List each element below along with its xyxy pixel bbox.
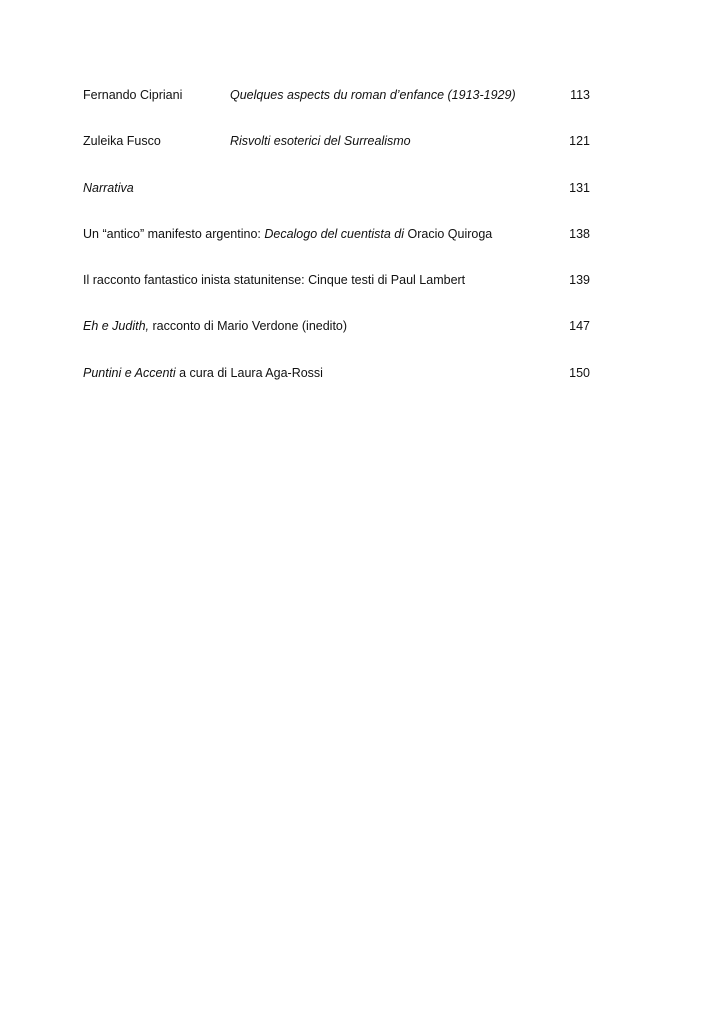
toc-entry-cipriani [83,87,590,133]
toc-entry-verdone [83,318,590,364]
toc-entry-text: Il racconto fantastico inista statunitense: Cinque testi di Paul Lambert [83,273,466,288]
toc-entry-title: Risvolti esoterici del Surrealismo [230,134,411,149]
toc-entry-page-number: 121 [569,134,590,149]
toc-entry-page-number: 150 [569,365,590,380]
toc-entry-text-italic: Eh e Judith, [83,319,150,334]
toc-section-heading: Narrativa [83,180,134,195]
toc-entry-lambert [83,272,590,318]
toc-entry-text-before: Un “antico” manifesto argentino: [83,226,265,241]
toc-entry-quiroga [83,226,590,272]
toc-entry-text [83,365,323,381]
toc-entry-page-number: 131 [569,180,590,195]
toc-entry-text-after: Oracio Quiroga [404,226,493,241]
toc-entry-page-number: 113 [570,88,590,102]
toc-section-narrativa [83,180,590,226]
toc-entry-fusco [83,133,590,179]
toc-entry-text-after: a cura di Laura Aga-Rossi [175,365,323,380]
toc-entry-text-italic: Decalogo del cuentista di [264,226,405,241]
toc-entry-text [83,318,347,334]
toc-entry-author: Fernando Cipriani [83,88,183,102]
toc-entry-text-italic: Puntini e Accenti [83,365,176,380]
toc-entry-page-number: 138 [569,226,590,241]
toc-entry-page-number: 139 [569,273,590,288]
toc-entry-aga-rossi [83,365,590,411]
table-of-contents [83,87,590,411]
toc-entry-page-number: 147 [569,319,590,334]
toc-entry-title: Quelques aspects du roman d’enfance (1913-1929) [230,88,516,102]
toc-entry-text-after: racconto di Mario Verdone (inedito) [149,319,348,334]
toc-entry-author: Zuleika Fusco [83,134,161,149]
toc-entry-text [83,226,492,242]
